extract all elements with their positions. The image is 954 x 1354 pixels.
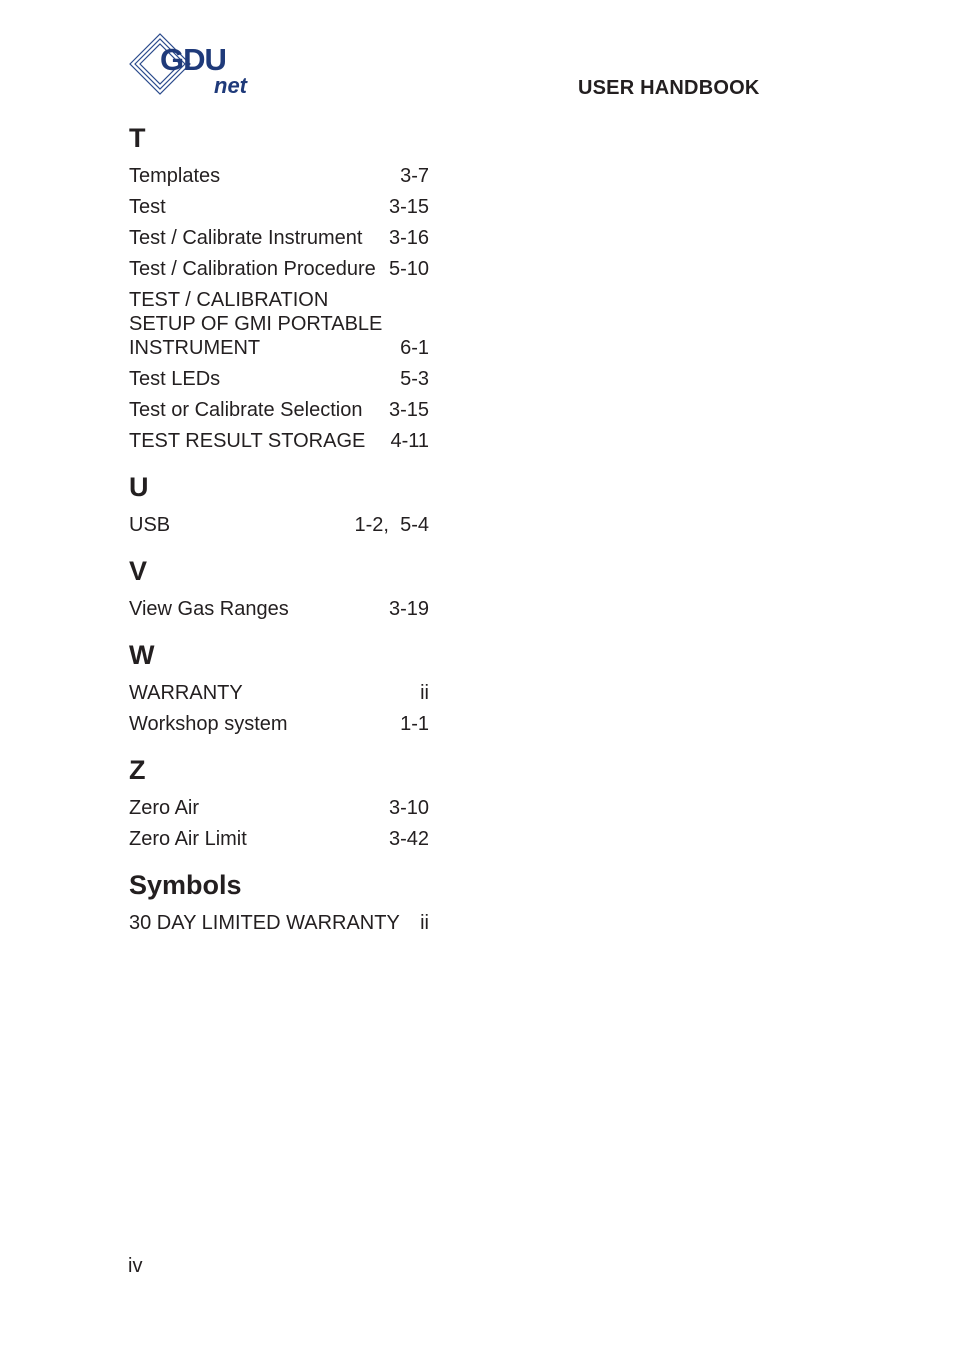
logo-main-text: GDU (160, 42, 226, 77)
index-entry (129, 257, 429, 281)
index-page-ref: 1-1 (400, 713, 429, 735)
index-page-ref: 5-10 (388, 258, 429, 280)
index-page-ref: 1-2, 5-4 (354, 514, 429, 536)
index-page-ref: ii (420, 682, 429, 704)
index-page-ref: 3-10 (388, 797, 429, 819)
index-entry (129, 911, 429, 935)
index-section (129, 639, 429, 736)
logo-sub-text: net (214, 73, 247, 98)
index-term: Zero Air (129, 797, 200, 819)
page-number: iv (128, 1255, 143, 1277)
index-entry (129, 827, 429, 851)
index-entry (129, 681, 429, 705)
section-heading: U (129, 472, 149, 502)
gdunet-logo (126, 30, 258, 102)
index-entry (129, 367, 429, 391)
index-term: USB (129, 514, 171, 536)
index-entry (129, 712, 429, 736)
index-section (129, 122, 429, 453)
index-section (129, 555, 429, 621)
index-term: Test / Calibration Procedure (129, 258, 376, 280)
index-term: View Gas Ranges (129, 598, 289, 620)
index-section (129, 869, 429, 935)
index-page-ref: 6-1 (400, 337, 429, 359)
index-entry (129, 796, 429, 820)
section-heading: V (129, 556, 148, 586)
index-page-ref: 3-42 (388, 828, 429, 850)
page-header-title: USER HANDBOOK (578, 77, 760, 99)
index-term: Templates (129, 165, 221, 187)
index-entry (129, 226, 429, 250)
index-term: Test (129, 196, 166, 218)
index-term: TEST RESULT STORAGE (129, 430, 366, 452)
index-page-ref: 3-7 (400, 165, 429, 187)
index-term: Test LEDs (129, 368, 221, 390)
section-heading: Symbols (129, 870, 242, 900)
index-entry (129, 195, 429, 219)
index-term: WARRANTY (129, 682, 243, 704)
index-page-ref: 3-15 (388, 399, 429, 421)
index-entry (129, 398, 429, 422)
index-entry (129, 513, 429, 537)
index-entry (129, 164, 429, 188)
index-page-ref: 3-15 (388, 196, 429, 218)
section-heading: Z (129, 755, 146, 785)
index-section (129, 471, 429, 537)
index-page-ref: 3-19 (388, 598, 429, 620)
index-entry (129, 288, 429, 360)
index-page-ref: 4-11 (390, 430, 429, 452)
index-term: Test or Calibrate Selection (129, 399, 363, 421)
index-list (129, 122, 429, 942)
index-term: Workshop system (129, 713, 288, 735)
index-term: 30 DAY LIMITED WARRANTY (129, 912, 400, 934)
index-page-ref: 5-3 (400, 368, 429, 390)
index-page-ref: ii (420, 912, 429, 934)
section-heading: T (129, 123, 146, 153)
index-term: TEST / CALIBRATION SETUP OF GMI PORTABLE INSTRUMENT (129, 289, 383, 359)
index-term: Zero Air Limit (129, 828, 247, 850)
section-heading: W (129, 640, 155, 670)
index-entry (129, 429, 429, 453)
index-section (129, 754, 429, 851)
index-entry (129, 597, 429, 621)
index-term: Test / Calibrate Instrument (129, 227, 363, 249)
index-page-ref: 3-16 (388, 227, 429, 249)
